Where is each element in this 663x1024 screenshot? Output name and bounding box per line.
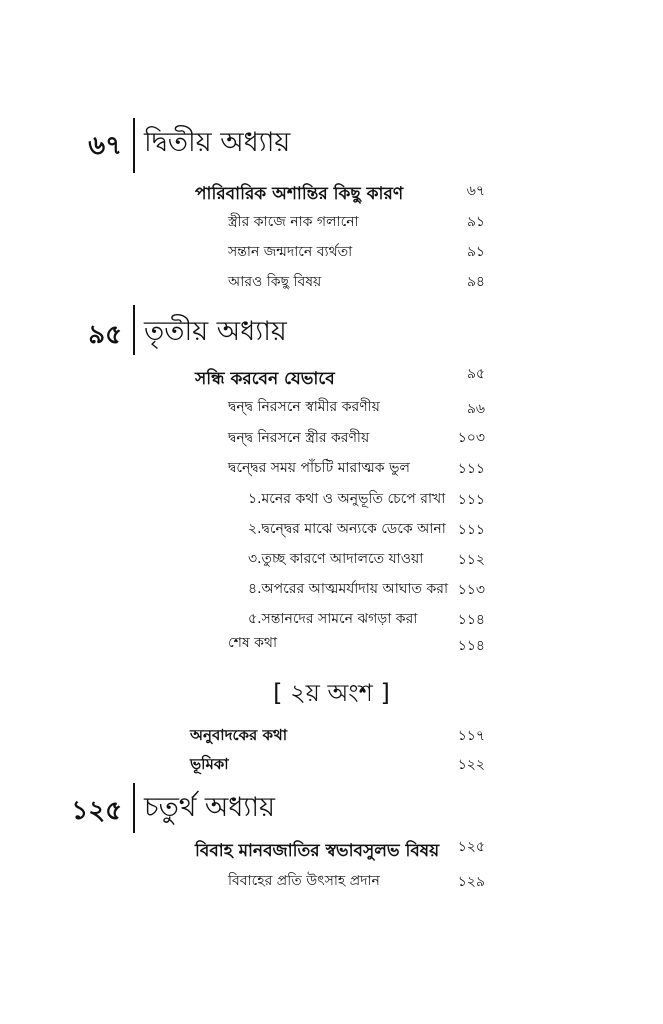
toc-page-number: ১১১	[457, 522, 485, 538]
toc-page-number: ১২৫	[457, 839, 485, 855]
part-heading: [ ২য় অংশ ]	[273, 679, 390, 707]
toc-page-number: ১১৪	[457, 612, 485, 628]
toc-page-number: ৯৪	[466, 274, 485, 290]
toc-subentry[interactable]: ১.মনের কথা ও অনুভূতি চেপে রাখা	[248, 491, 446, 507]
toc-page-number: ৯১	[466, 244, 485, 260]
chapter-divider	[133, 305, 135, 355]
toc-section-title[interactable]: পারিবারিক অশান্তির কিছু কারণ	[195, 184, 404, 204]
toc-subentry[interactable]: ৩.তুচ্ছ কারণে আদালতে যাওয়া	[248, 551, 424, 567]
toc-page-number: ১২২	[457, 757, 485, 773]
toc-page-number: ১১৩	[457, 582, 485, 598]
chapter-title: তৃতীয় অধ্যায়	[144, 316, 287, 347]
toc-page-number: ৯৫	[466, 366, 485, 382]
toc-page-number: ৯১	[466, 214, 485, 230]
toc-page-number: ১১১	[457, 492, 485, 508]
toc-page-number: ৬৭	[466, 183, 485, 199]
chapter-page-number: ১২৫	[71, 796, 122, 826]
chapter-page-number: ৬৭	[88, 131, 122, 161]
chapter-page-number: ৯৫	[88, 320, 122, 350]
toc-section-title[interactable]: অনুবাদকের কথা	[190, 726, 288, 744]
toc-subentry[interactable]: ৪.অপরের আত্মমর্যাদায় আঘাত করা	[248, 581, 449, 597]
toc-section-title[interactable]: ভূমিকা	[190, 755, 229, 773]
toc-entry[interactable]: দ্বন্দ্বের সময় পাঁচটি মারাত্মক ভুল	[228, 460, 410, 476]
chapter-title: চতুর্থ অধ্যায়	[144, 792, 275, 823]
toc-entry[interactable]: আরও কিছু বিষয়	[228, 274, 322, 290]
chapter-title: দ্বিতীয় অধ্যায়	[144, 127, 291, 158]
chapter-divider	[133, 783, 135, 833]
chapter-divider	[133, 118, 135, 173]
toc-page-number: ১১১	[457, 461, 485, 477]
toc-entry[interactable]: দ্বন্দ্ব নিরসনে স্বামীর করণীয়	[228, 399, 380, 415]
toc-page-number: ১১৭	[457, 728, 485, 744]
toc-entry[interactable]: শেষ কথা	[228, 635, 278, 651]
toc-page-number: ১১৪	[457, 638, 485, 654]
toc-entry[interactable]: বিবাহের প্রতি উৎসাহ প্রদান	[228, 873, 380, 889]
toc-section-title[interactable]: বিবাহ মানবজাতির স্বভাবসুলভ বিষয়	[195, 841, 440, 861]
toc-subentry[interactable]: ২.দ্বন্দ্বের মাঝে অন্যকে ডেকে আনা	[248, 521, 446, 537]
toc-page-number: ১১২	[457, 552, 485, 568]
toc-page-number: ১২৯	[457, 874, 485, 890]
toc-entry[interactable]: দ্বন্দ্ব নিরসনে স্ত্রীর করণীয়	[228, 430, 370, 446]
toc-entry[interactable]: স্ত্রীর কাজে নাক গলানো	[228, 214, 359, 230]
toc-page-number: ১০৩	[457, 430, 485, 446]
toc-subentry[interactable]: ৫.সন্তানদের সামনে ঝগড়া করা	[248, 611, 418, 627]
toc-entry[interactable]: সন্তান জন্মদানে ব্যর্থতা	[228, 244, 353, 260]
toc-page-number: ৯৬	[466, 401, 485, 417]
toc-section-title[interactable]: সন্ধি করবেন যেভাবে	[195, 369, 335, 389]
